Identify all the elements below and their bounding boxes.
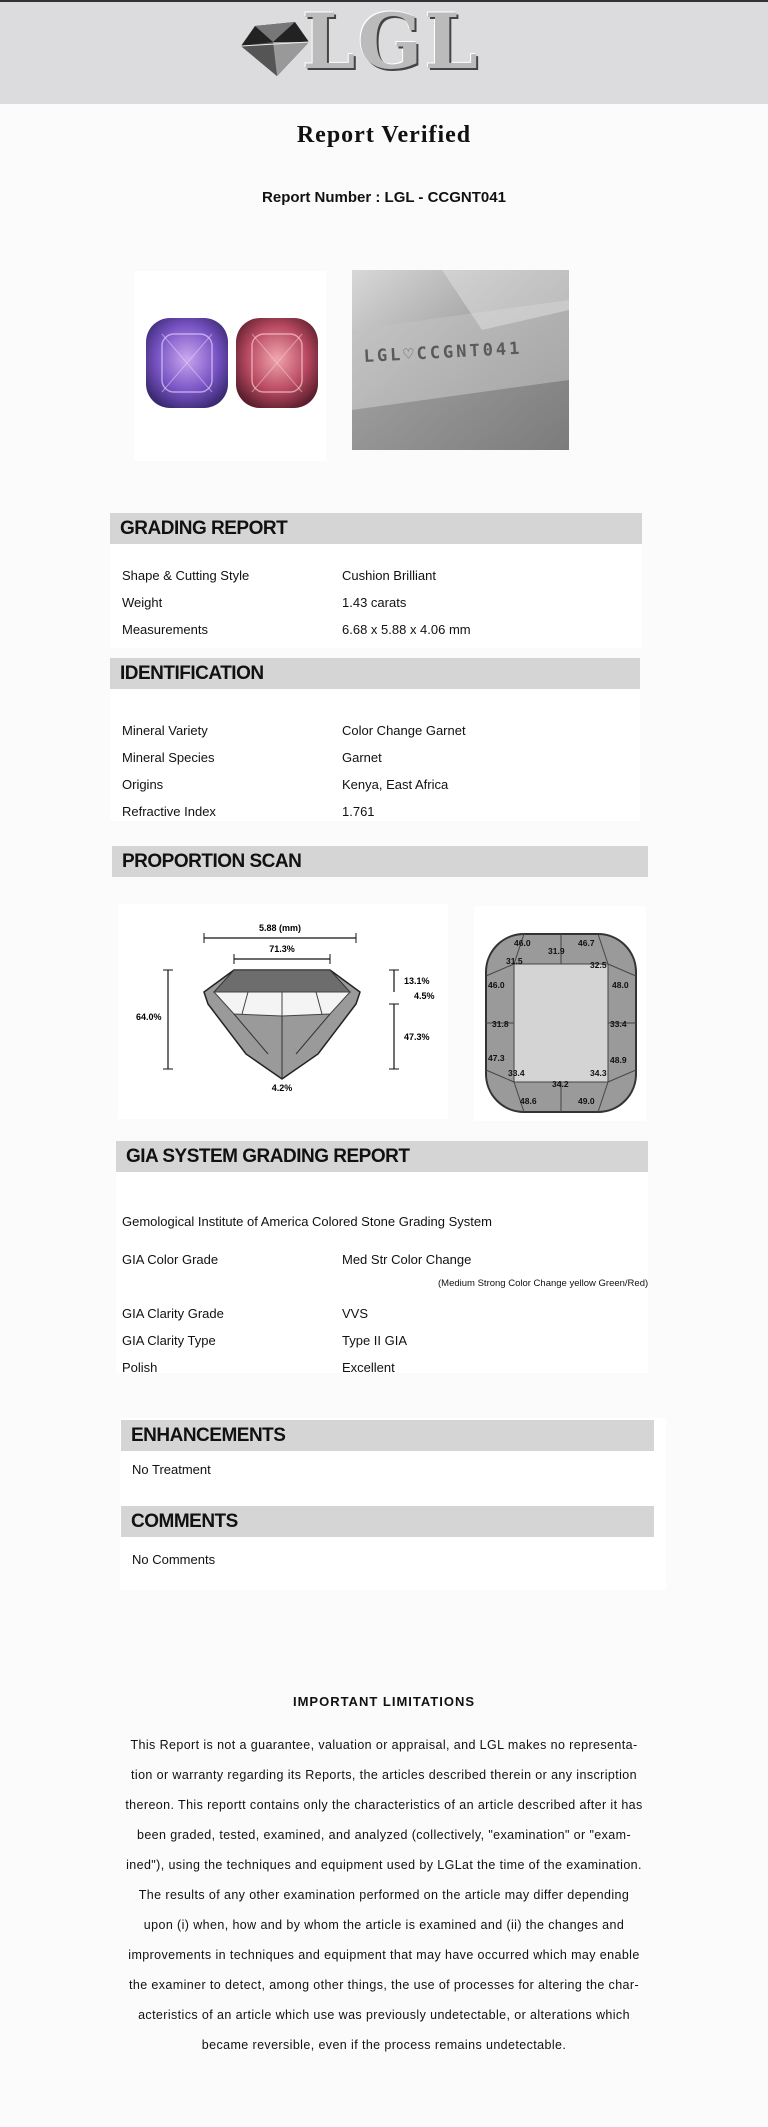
girdle-label: 4.5%	[414, 991, 435, 1001]
limitations-title: IMPORTANT LIMITATIONS	[292, 1694, 476, 1709]
row-label: Refractive Index	[122, 804, 216, 819]
header-bar	[0, 0, 768, 104]
limitations-line: The results of any other examination performed on the article may differ depending	[138, 1888, 630, 1902]
facet-value: 48.0	[612, 980, 629, 990]
depth-label: 64.0%	[136, 1012, 162, 1022]
limitations-line: acteristics of an article which use was previously undetectable, or alterations which	[138, 2008, 630, 2022]
row-label: Mineral Variety	[122, 723, 208, 738]
limitations-line: upon (i) when, how and by whom the article is examined and (ii) the changes and	[143, 1918, 625, 1932]
inscription-photo	[352, 270, 569, 450]
comments-heading: COMMENTS	[121, 1506, 654, 1537]
limitations-line: the examiner to detect, among other things, the use of processes for altering the char-	[128, 1978, 640, 1992]
side-profile-diagram	[118, 904, 448, 1119]
limitations-line: improvements in techniques and equipment that may have occurred which may enable	[128, 1948, 640, 1962]
row-value: 1.761	[342, 804, 375, 819]
culet-label: 4.2%	[271, 1083, 293, 1093]
row-value: Excellent	[342, 1360, 395, 1375]
facet-value: 31.5	[506, 956, 523, 966]
limitations-line: been graded, tested, examined, and analyzed (collectively, "examination" or "exam-	[136, 1828, 632, 1842]
row-value: Garnet	[342, 750, 382, 765]
top-view-diagram	[474, 906, 646, 1121]
row-label: GIA Clarity Grade	[122, 1306, 224, 1321]
row-label: Measurements	[122, 622, 208, 637]
row-value: 6.68 x 5.88 x 4.06 mm	[342, 622, 471, 637]
facet-value: 31.8	[492, 1019, 509, 1029]
row-label: Polish	[122, 1360, 158, 1375]
row-value: Cushion Brilliant	[342, 568, 436, 583]
grading-report-heading: GRADING REPORT	[110, 513, 642, 544]
row-label: Weight	[122, 595, 163, 610]
facet-value: 46.7	[578, 938, 595, 948]
enhancements-value: No Treatment	[132, 1462, 211, 1477]
width-label: 5.88 (mm)	[258, 923, 302, 933]
facet-value: 33.4	[508, 1068, 525, 1078]
limitations-line: became reversible, even if the process remains undetectable.	[201, 2038, 567, 2052]
row-label: Shape & Cutting Style	[122, 568, 250, 583]
limitations-line: ined"), using the techniques and equipment used by LGLat the time of the examination.	[126, 1858, 642, 1872]
row-value: Kenya, East Africa	[342, 777, 449, 792]
row-value: VVS	[342, 1306, 369, 1321]
enhancements-heading: ENHANCEMENTS	[121, 1420, 654, 1451]
gia-grading-heading: GIA SYSTEM GRADING REPORT	[116, 1141, 648, 1172]
row-value: Med Str Color Change	[342, 1252, 472, 1267]
proportion-scan-heading: PROPORTION SCAN	[112, 846, 648, 877]
limitations-line: tion or warranty regarding its Reports, the articles described therein or any inscription	[131, 1768, 637, 1782]
inscription-text: LGL♡CCGNT041	[363, 338, 523, 367]
crown-label: 13.1%	[404, 976, 430, 986]
table-label: 71.3%	[269, 944, 295, 954]
limitations-line: thereon. This reportt contains only the characteristics of an article described after it has	[125, 1798, 643, 1812]
row-label: Mineral Species	[122, 750, 215, 765]
logo-text: LGL	[302, 0, 480, 86]
pavilion-label: 47.3%	[404, 1032, 430, 1042]
gemstone-photo	[134, 271, 326, 461]
identification-heading: IDENTIFICATION	[110, 658, 640, 689]
row-label: GIA Color Grade	[122, 1252, 219, 1267]
facet-value: 49.0	[578, 1096, 595, 1106]
color-grade-note: (Medium Strong Color Change yellow Green/Red)	[438, 1278, 649, 1289]
page-title: Report Verified	[296, 122, 472, 148]
facet-value: 32.5	[590, 960, 607, 970]
report-number: Report Number : LGL - CCGNT041	[262, 189, 506, 206]
comments-value: No Comments	[132, 1552, 216, 1567]
facet-value: 48.6	[520, 1096, 537, 1106]
facet-value: 48.9	[610, 1055, 627, 1065]
row-value: Color Change Garnet	[342, 723, 466, 738]
row-value: Type II GIA	[342, 1333, 408, 1348]
facet-value: 33.4	[610, 1019, 627, 1029]
row-label: Origins	[122, 777, 164, 792]
facet-value: 47.3	[488, 1053, 505, 1063]
facet-value: 34.3	[590, 1068, 607, 1078]
row-value: 1.43 carats	[342, 595, 407, 610]
row-label: GIA Clarity Type	[122, 1333, 216, 1348]
facet-value: 46.0	[514, 938, 531, 948]
facet-value: 31.9	[548, 946, 565, 956]
limitations-line: This Report is not a guarantee, valuation or appraisal, and LGL makes no representa-	[130, 1738, 638, 1752]
facet-value: 34.2	[552, 1079, 569, 1089]
gia-subtitle: Gemological Institute of America Colored Stone Grading System	[122, 1214, 492, 1229]
facet-value: 46.0	[488, 980, 505, 990]
